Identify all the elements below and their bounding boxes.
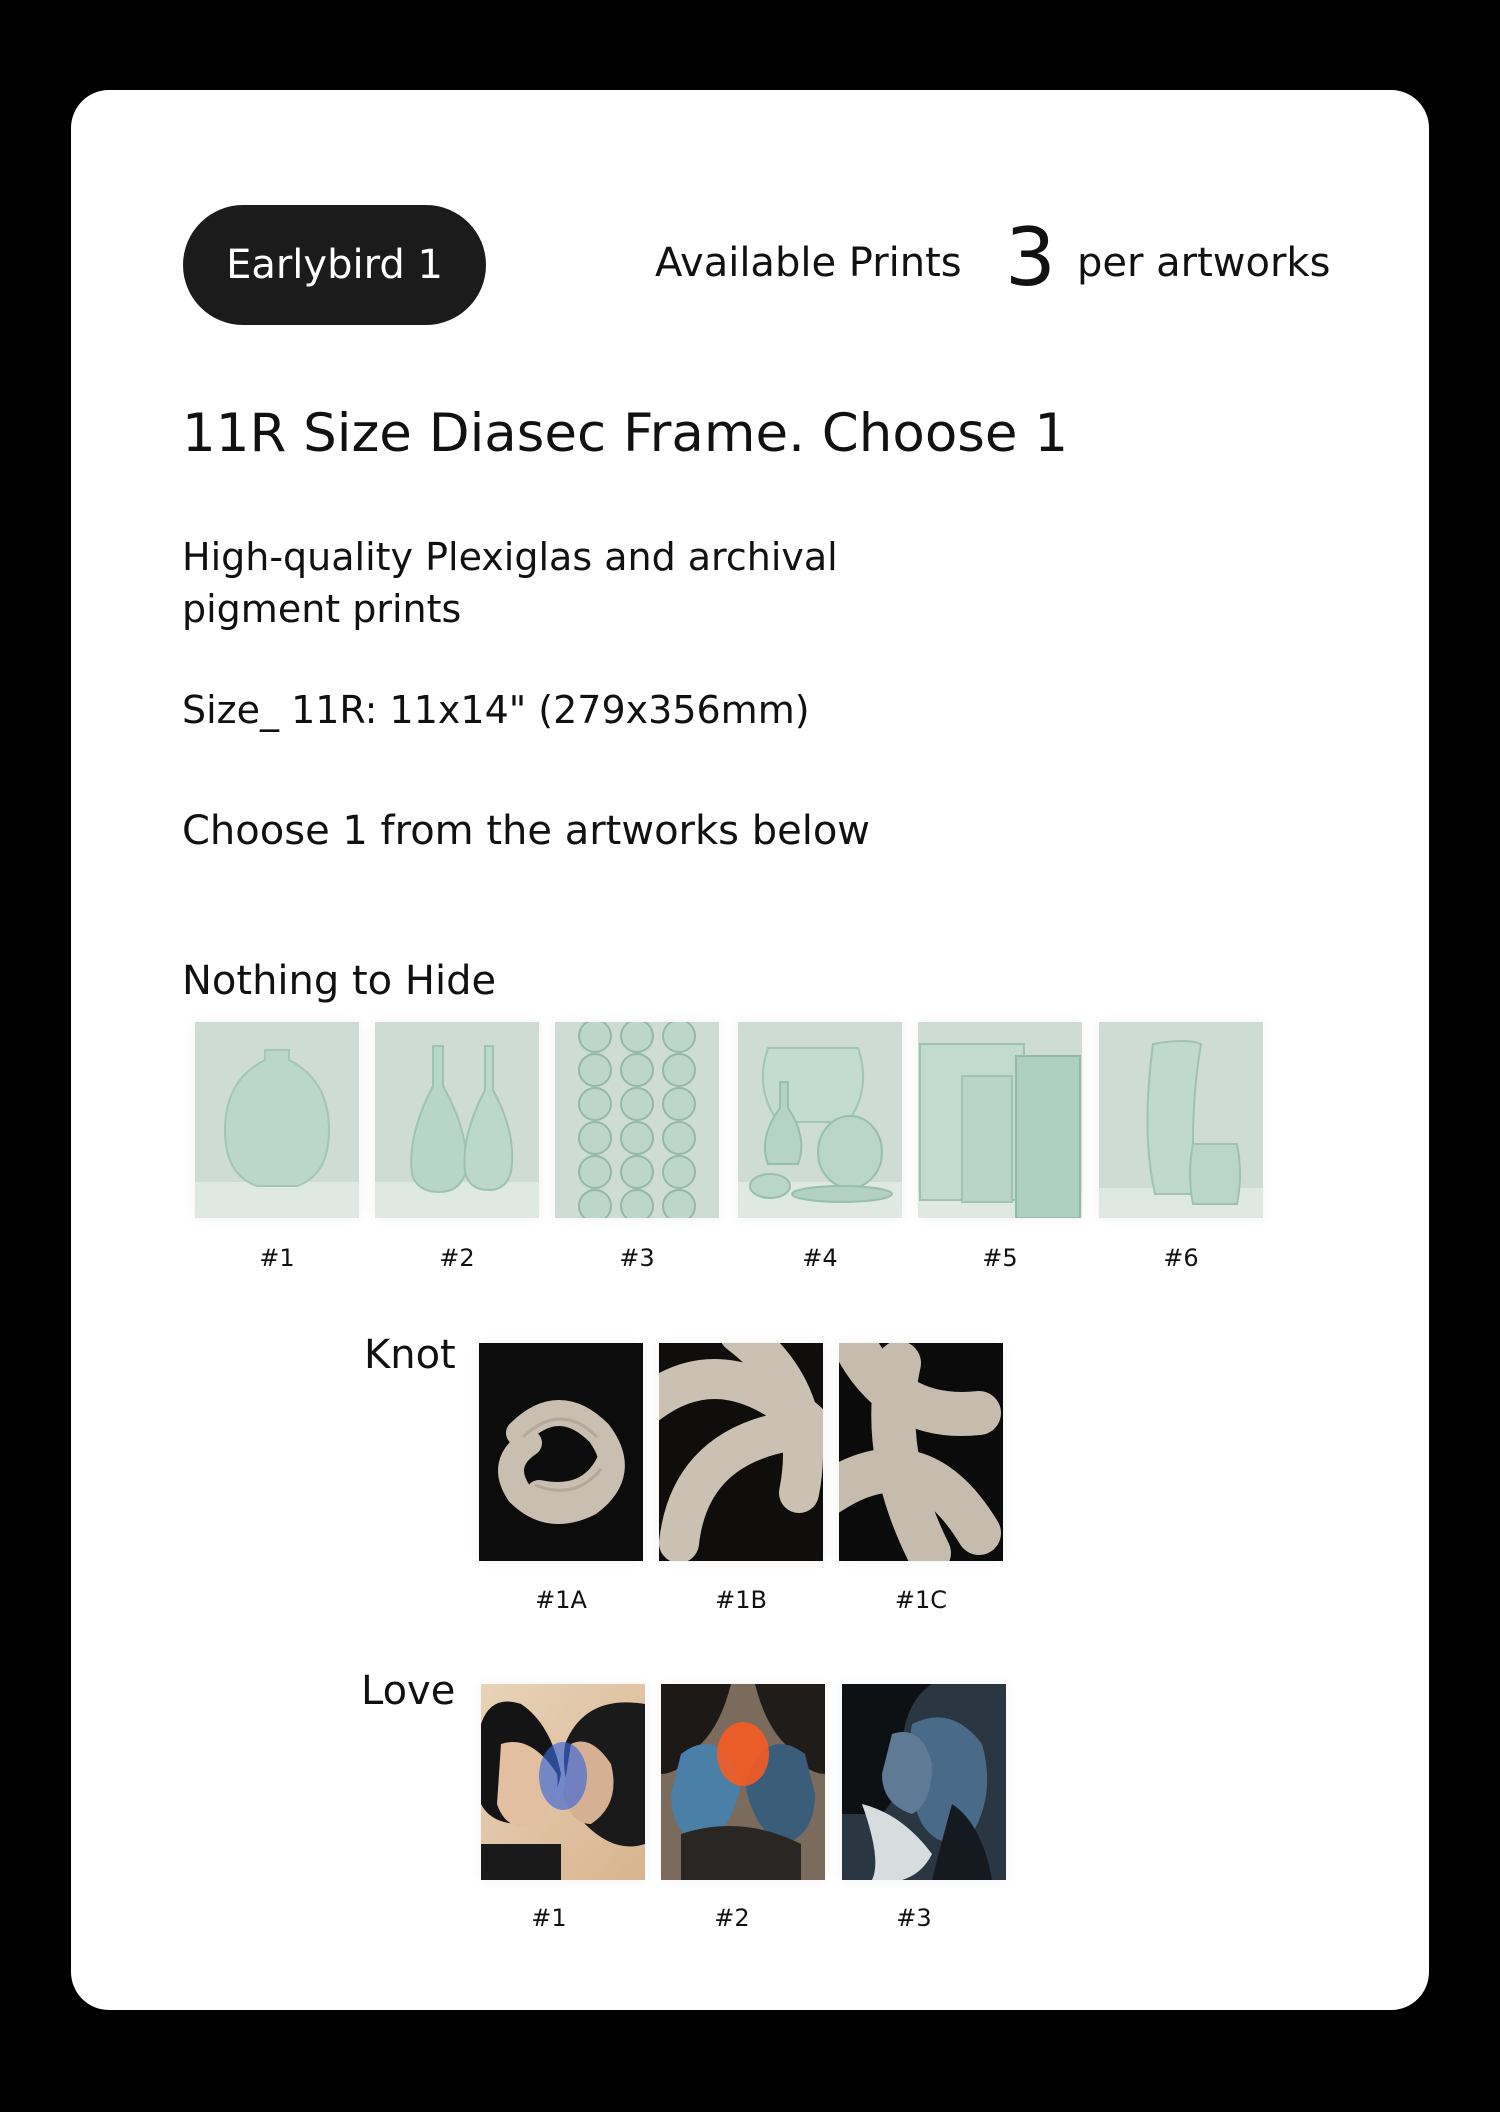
- artwork-label: #3: [896, 1904, 932, 1932]
- love-portrait-image: [481, 1684, 645, 1880]
- artwork-thumbnail[interactable]: [738, 1022, 902, 1218]
- group-title-love: Love: [361, 1668, 456, 1714]
- artwork-label: #1: [259, 1244, 295, 1272]
- description-line: pigment prints: [182, 587, 462, 631]
- earlybird-badge: [183, 205, 486, 325]
- artwork-label: #5: [982, 1244, 1018, 1272]
- product-card: [71, 90, 1429, 2010]
- available-prints-unit: per artworks: [1077, 240, 1331, 286]
- artwork-thumbnail[interactable]: [661, 1684, 825, 1880]
- artwork-thumbnail[interactable]: [918, 1022, 1082, 1218]
- knot-detail-image: [839, 1343, 1003, 1561]
- earlybird-badge-label: Earlybird 1: [226, 242, 443, 288]
- artwork-thumbnail[interactable]: [195, 1022, 359, 1218]
- page-title: 11R Size Diasec Frame. Choose 1: [182, 403, 1069, 464]
- description-line: High-quality Plexiglas and archival: [182, 535, 838, 579]
- glass-spheres-image: [555, 1022, 719, 1218]
- knot-closeup-image: [659, 1343, 823, 1561]
- glass-vessels-image: [738, 1022, 902, 1218]
- artwork-thumbnail[interactable]: [555, 1022, 719, 1218]
- artwork-thumbnail[interactable]: [481, 1684, 645, 1880]
- description: [182, 531, 902, 635]
- artwork-label: #1: [531, 1904, 567, 1932]
- available-prints-count: 3: [1005, 211, 1056, 304]
- artwork-thumbnail[interactable]: [1099, 1022, 1263, 1218]
- artwork-label: #2: [439, 1244, 475, 1272]
- artwork-thumbnail[interactable]: [842, 1684, 1006, 1880]
- artwork-label: #6: [1163, 1244, 1199, 1272]
- artwork-label: #1C: [894, 1586, 948, 1614]
- artwork-label: #2: [714, 1904, 750, 1932]
- artwork-label: #1A: [535, 1586, 587, 1614]
- glass-cylinders-image: [918, 1022, 1082, 1218]
- group-title-nothing-to-hide: Nothing to Hide: [182, 958, 497, 1004]
- artwork-thumbnail[interactable]: [375, 1022, 539, 1218]
- glass-bottles-image: [375, 1022, 539, 1218]
- artwork-thumbnail[interactable]: [659, 1343, 823, 1561]
- knot-image: [479, 1343, 643, 1561]
- artwork-thumbnail[interactable]: [839, 1343, 1003, 1561]
- glass-vase-image: [195, 1022, 359, 1218]
- love-red-glow-image: [661, 1684, 825, 1880]
- choose-instruction: Choose 1 from the artworks below: [182, 808, 871, 854]
- artwork-label: #4: [802, 1244, 838, 1272]
- group-title-knot: Knot: [364, 1332, 456, 1378]
- artwork-thumbnail[interactable]: [479, 1343, 643, 1561]
- glass-cups-image: [1099, 1022, 1263, 1218]
- love-embrace-image: [842, 1684, 1006, 1880]
- artwork-label: #3: [619, 1244, 655, 1272]
- available-prints-label: Available Prints: [655, 240, 962, 286]
- size-text: Size_ 11R: 11x14" (279x356mm): [182, 688, 810, 732]
- artwork-label: #1B: [715, 1586, 767, 1614]
